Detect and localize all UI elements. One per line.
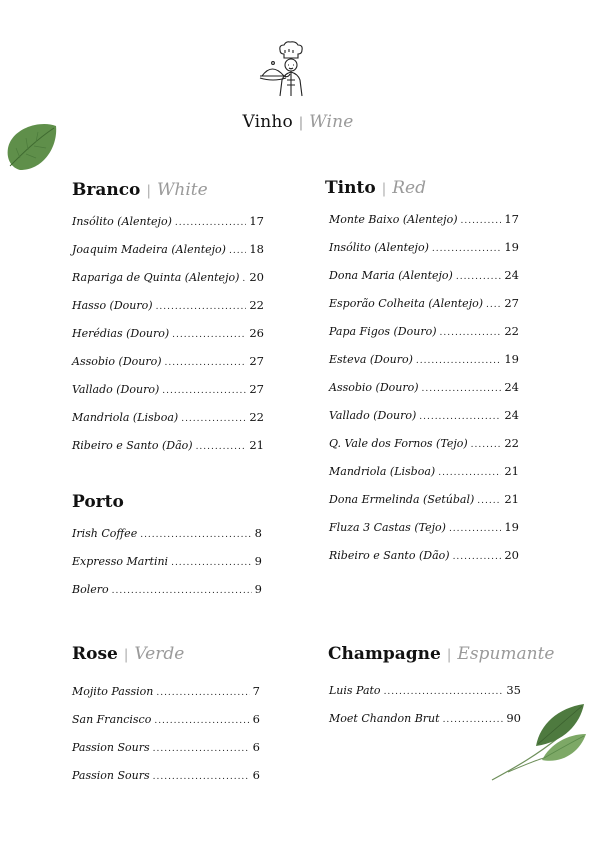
dot-leader bbox=[443, 715, 504, 725]
menu-item bbox=[72, 582, 262, 598]
menu-item-name: Herédias (Douro) bbox=[72, 327, 170, 340]
menu-item-name: Papa Figos (Douro) bbox=[329, 325, 437, 338]
menu-item-price: 21 bbox=[504, 492, 519, 506]
menu-item-name: Esteva (Douro) bbox=[329, 353, 413, 366]
menu-item bbox=[72, 554, 262, 570]
dot-leader bbox=[416, 356, 501, 366]
menu-item-price: 18 bbox=[249, 242, 264, 256]
section-title-alt: White bbox=[156, 180, 208, 200]
dot-leader bbox=[196, 442, 247, 452]
dot-leader bbox=[432, 244, 501, 254]
menu-item bbox=[329, 548, 519, 564]
title-separator: | bbox=[146, 183, 152, 199]
menu-item-price: 22 bbox=[249, 298, 264, 312]
menu-item bbox=[329, 464, 519, 480]
dot-leader bbox=[156, 302, 247, 312]
menu-item-name: Hasso (Douro) bbox=[72, 299, 153, 312]
section-title-main: Porto bbox=[72, 492, 124, 512]
section-title-alt: Verde bbox=[134, 644, 185, 664]
menu-item bbox=[72, 410, 264, 426]
menu-item bbox=[72, 214, 264, 230]
menu-item-price: 24 bbox=[504, 380, 519, 394]
menu-item bbox=[329, 520, 519, 536]
dot-leader bbox=[181, 414, 246, 424]
section-title-main: Tinto bbox=[325, 178, 376, 198]
menu-item-name: Dona Ermelinda (Setúbal) bbox=[329, 493, 475, 506]
section-title-rose bbox=[72, 644, 184, 664]
dot-leader bbox=[156, 688, 249, 698]
menu-item-price: 19 bbox=[504, 520, 519, 534]
menu-item bbox=[329, 683, 521, 699]
menu-item bbox=[72, 326, 264, 342]
menu-item-name: Assobio (Douro) bbox=[329, 381, 419, 394]
menu-item bbox=[329, 711, 521, 727]
menu-item-name: Passion Sours bbox=[72, 741, 150, 754]
menu-item-name: Q. Vale dos Fornos (Tejo) bbox=[329, 437, 468, 450]
menu-item-price: 17 bbox=[504, 212, 519, 226]
dot-leader bbox=[449, 524, 501, 534]
menu-item bbox=[72, 438, 264, 454]
dot-leader bbox=[440, 328, 502, 338]
dot-leader bbox=[456, 272, 502, 282]
section-title-tinto bbox=[325, 178, 426, 198]
menu-item-price: 90 bbox=[506, 711, 521, 725]
menu-item-name: Luis Pato bbox=[329, 684, 381, 697]
menu-item bbox=[329, 408, 519, 424]
menu-item bbox=[329, 492, 519, 508]
menu-item-price: 9 bbox=[254, 554, 262, 568]
menu-item-name: Bolero bbox=[72, 583, 109, 596]
dot-leader bbox=[112, 586, 252, 596]
section-title-champagne bbox=[328, 644, 554, 664]
menu-item bbox=[72, 712, 260, 728]
menu-item-price: 24 bbox=[504, 408, 519, 422]
menu-item-price: 21 bbox=[249, 438, 264, 452]
menu-item-price: 35 bbox=[506, 683, 521, 697]
menu-item bbox=[72, 382, 264, 398]
menu-item bbox=[329, 296, 519, 312]
menu-item-price: 6 bbox=[252, 768, 260, 782]
menu-item bbox=[72, 242, 264, 258]
menu-item-name: Passion Sours bbox=[72, 769, 150, 782]
menu-item bbox=[72, 526, 262, 542]
menu-item-name: Monte Baixo (Alentejo) bbox=[329, 213, 458, 226]
menu-item-name: Insólito (Alentejo) bbox=[329, 241, 429, 254]
menu-item-name: Expresso Martini bbox=[72, 555, 169, 568]
menu-item-price: 26 bbox=[249, 326, 264, 340]
dot-leader bbox=[419, 412, 501, 422]
dot-leader bbox=[153, 772, 250, 782]
menu-item-name: San Francisco bbox=[72, 713, 152, 726]
title-separator: | bbox=[381, 181, 387, 197]
dot-leader bbox=[438, 468, 501, 478]
dot-leader bbox=[384, 687, 504, 697]
menu-item bbox=[329, 240, 519, 256]
menu-item-name: Dona Maria (Alentejo) bbox=[329, 269, 453, 282]
menu-item bbox=[72, 684, 260, 700]
menu-item-name: Mandriola (Lisboa) bbox=[329, 465, 436, 478]
section-title-main: Rose bbox=[72, 644, 118, 664]
menu-item bbox=[329, 212, 519, 228]
menu-item-name: Insólito (Alentejo) bbox=[72, 215, 172, 228]
dot-leader bbox=[422, 384, 502, 394]
dot-leader bbox=[175, 218, 246, 228]
dot-leader bbox=[242, 274, 246, 284]
dot-leader bbox=[460, 216, 501, 226]
dot-leader bbox=[171, 558, 252, 568]
dot-leader bbox=[153, 744, 250, 754]
menu-item bbox=[329, 380, 519, 396]
menu-item-name: Esporão Colheita (Alentejo) bbox=[329, 297, 484, 310]
menu-item bbox=[72, 298, 264, 314]
menu-item-price: 20 bbox=[249, 270, 264, 284]
dot-leader bbox=[453, 552, 502, 562]
menu-item-name: Fluza 3 Castas (Tejo) bbox=[329, 521, 446, 534]
section-title-branco bbox=[72, 180, 208, 200]
menu-item-name: Mandriola (Lisboa) bbox=[72, 411, 179, 424]
menu-item-price: 6 bbox=[252, 740, 260, 754]
title-separator: | bbox=[123, 647, 129, 663]
menu-item bbox=[329, 268, 519, 284]
section-title-main: Branco bbox=[72, 180, 141, 200]
menu-item-price: 27 bbox=[249, 354, 264, 368]
menu-item-name: Vallado (Douro) bbox=[329, 409, 417, 422]
menu-item-price: 27 bbox=[504, 296, 519, 310]
menu-item bbox=[329, 324, 519, 340]
menu-item-name: Ribeiro e Santo (Dão) bbox=[329, 549, 450, 562]
page-title-main: Vinho bbox=[242, 112, 293, 132]
menu-item-name: Mojito Passion bbox=[72, 685, 154, 698]
menu-item-name: Irish Coffee bbox=[72, 527, 138, 540]
menu-item-name: Rapariga de Quinta (Alentejo) bbox=[72, 271, 240, 284]
menu-item-price: 22 bbox=[504, 436, 519, 450]
menu-item-price: 20 bbox=[504, 548, 519, 562]
menu-item-price: 6 bbox=[252, 712, 260, 726]
menu-item-price: 9 bbox=[254, 582, 262, 596]
dot-leader bbox=[471, 440, 502, 450]
menu-item-name: Assobio (Douro) bbox=[72, 355, 162, 368]
menu-item bbox=[72, 740, 260, 756]
menu-item bbox=[329, 352, 519, 368]
menu-item-price: 7 bbox=[252, 684, 260, 698]
section-title-main: Champagne bbox=[328, 644, 441, 664]
dot-leader bbox=[140, 530, 251, 540]
page-title bbox=[0, 112, 596, 132]
dot-leader bbox=[165, 358, 247, 368]
menu-item-price: 19 bbox=[504, 352, 519, 366]
page-title-alt: Wine bbox=[309, 112, 354, 132]
menu-item-price: 19 bbox=[504, 240, 519, 254]
menu-item bbox=[72, 354, 264, 370]
menu-item-name: Vallado (Douro) bbox=[72, 383, 160, 396]
dot-leader bbox=[486, 300, 501, 310]
dot-leader bbox=[229, 246, 246, 256]
menu-item-price: 27 bbox=[249, 382, 264, 396]
title-separator: | bbox=[298, 115, 304, 131]
section-title-alt: Espumante bbox=[457, 644, 555, 664]
menu-item bbox=[72, 768, 260, 784]
menu-item-name: Joaquim Madeira (Alentejo) bbox=[72, 243, 226, 256]
leaf-icon bbox=[4, 120, 60, 174]
chef-with-cloche-icon bbox=[258, 40, 320, 98]
section-title-porto bbox=[72, 492, 124, 512]
menu-item-name: Moet Chandon Brut bbox=[329, 712, 440, 725]
dot-leader bbox=[172, 330, 246, 340]
dot-leader bbox=[154, 716, 249, 726]
menu-item-price: 24 bbox=[504, 268, 519, 282]
menu-item-price: 17 bbox=[249, 214, 264, 228]
menu-item-name: Ribeiro e Santo (Dão) bbox=[72, 439, 193, 452]
menu-item bbox=[72, 270, 264, 286]
menu-item-price: 21 bbox=[504, 464, 519, 478]
dot-leader bbox=[162, 386, 246, 396]
section-title-alt: Red bbox=[392, 178, 426, 198]
menu-item-price: 8 bbox=[254, 526, 262, 540]
menu-item-price: 22 bbox=[249, 410, 264, 424]
dot-leader bbox=[477, 496, 501, 506]
menu-item-price: 22 bbox=[504, 324, 519, 338]
title-separator: | bbox=[446, 647, 452, 663]
menu-item bbox=[329, 436, 519, 452]
